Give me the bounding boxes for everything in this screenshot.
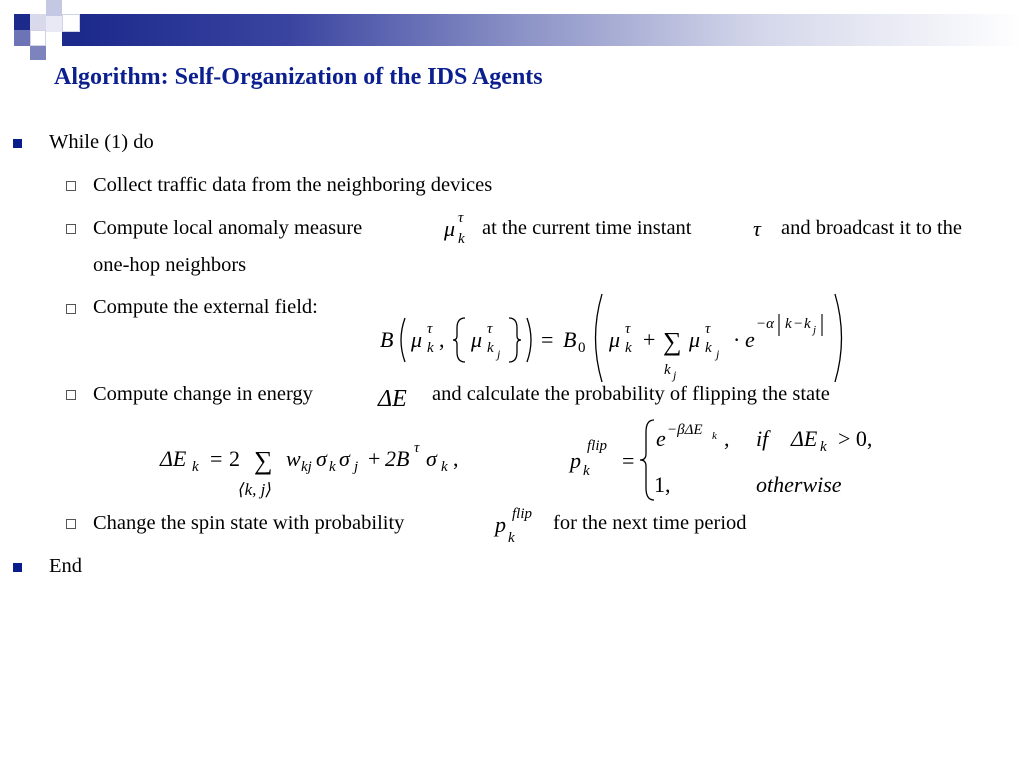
header-square-3	[46, 0, 62, 16]
bullet-energy-text-a: Compute change in energy	[93, 383, 313, 405]
bullet-square-icon	[13, 563, 22, 572]
bullet-anomaly-text-d: one-hop neighbors	[93, 254, 247, 276]
formula-flip-probability	[566, 414, 873, 504]
svg-text:−: −	[794, 316, 803, 332]
formula-external-field	[375, 290, 855, 386]
svg-text:μ: μ	[609, 327, 621, 352]
slide-title: Algorithm: Self-Organization of the IDS Agents	[54, 64, 543, 90]
svg-text:k: k	[664, 362, 671, 378]
svg-text:σ: σ	[426, 446, 437, 471]
svg-text:∑: ∑	[254, 446, 273, 475]
svg-text:j: j	[673, 368, 677, 382]
svg-text:k: k	[487, 340, 494, 356]
formula-tau	[750, 212, 774, 242]
svg-text:kj: kj	[301, 459, 312, 475]
bullet-square-icon	[13, 139, 22, 148]
svg-text:B: B	[380, 327, 394, 352]
svg-text:2B: 2B	[385, 446, 410, 471]
svg-text:p: p	[495, 512, 506, 537]
svg-text:ΔE: ΔE	[378, 386, 407, 412]
svg-text:k: k	[820, 439, 827, 455]
bullet-collect: Collect traffic data from the neighboring devices	[93, 174, 493, 196]
svg-text:2: 2	[229, 446, 240, 471]
svg-text:1,: 1,	[654, 472, 671, 497]
bullet-end: End	[49, 555, 83, 577]
svg-text:τ: τ	[753, 216, 761, 241]
svg-text:,: ,	[453, 446, 459, 471]
svg-text:k: k	[705, 340, 712, 356]
header-square-1	[14, 14, 30, 30]
svg-text:e: e	[656, 426, 666, 451]
svg-text:∑: ∑	[663, 327, 682, 356]
header-square-2	[30, 14, 46, 30]
svg-text:=: =	[622, 448, 635, 473]
bullet-spin-text-a: Change the spin state with probability	[93, 512, 405, 534]
formula-delta-e	[376, 380, 424, 412]
svg-text:·: ·	[733, 327, 741, 352]
header-square-9	[62, 32, 80, 46]
svg-text:k: k	[785, 316, 792, 332]
svg-text:μ: μ	[689, 327, 701, 352]
svg-text:k: k	[625, 340, 632, 356]
bullet-anomaly-text-c: and broadcast it to the	[781, 217, 963, 239]
bullet-anomaly-text-b: at the current time instant	[482, 217, 692, 239]
header-square-5	[62, 14, 80, 32]
svg-text:k: k	[508, 530, 515, 546]
svg-text:=: =	[541, 327, 554, 352]
bullet-while: While (1) do	[49, 131, 154, 153]
svg-text:−βΔE: −βΔE	[667, 422, 703, 438]
svg-text:> 0,: > 0,	[838, 426, 873, 451]
formula-energy-change	[158, 432, 478, 504]
svg-text:k: k	[712, 430, 717, 442]
svg-text:k: k	[441, 459, 448, 475]
svg-text:k: k	[192, 459, 199, 475]
svg-text:p: p	[570, 448, 581, 473]
svg-text:τ: τ	[427, 321, 433, 337]
svg-text:,: ,	[724, 426, 730, 451]
svg-text:=: =	[210, 446, 223, 471]
bullet-hollow-icon	[66, 304, 76, 314]
bullet-energy-text-b: and calculate the probability of flipping the state	[432, 383, 830, 405]
svg-text:+: +	[643, 327, 656, 352]
svg-text:+: +	[368, 446, 381, 471]
header-square-8	[30, 46, 46, 60]
svg-text:μ: μ	[411, 327, 423, 352]
svg-text:if: if	[756, 426, 769, 451]
svg-text:j: j	[497, 347, 501, 361]
svg-text:w: w	[286, 446, 301, 471]
bullet-hollow-icon	[66, 519, 76, 529]
svg-text:flip: flip	[587, 438, 608, 454]
svg-text:,: ,	[439, 327, 445, 352]
svg-text:τ: τ	[625, 321, 631, 337]
bullet-external-field: Compute the external field:	[93, 296, 318, 318]
svg-text:j: j	[354, 459, 359, 475]
svg-text:e: e	[745, 327, 755, 352]
svg-text:τ: τ	[458, 210, 464, 226]
formula-p-flip	[492, 500, 548, 548]
svg-text:j: j	[813, 324, 817, 336]
svg-text:σ: σ	[316, 446, 327, 471]
svg-text:μ: μ	[471, 327, 483, 352]
svg-text:k: k	[427, 340, 434, 356]
svg-text:⟨k, j⟩: ⟨k, j⟩	[238, 480, 273, 499]
svg-text:μ: μ	[444, 216, 456, 241]
bullet-hollow-icon	[66, 390, 76, 400]
svg-text:k: k	[804, 316, 811, 332]
svg-text:τ: τ	[705, 321, 711, 337]
svg-text:k: k	[458, 231, 465, 247]
svg-text:ΔE: ΔE	[160, 446, 187, 471]
svg-text:j: j	[716, 347, 720, 361]
svg-text:τ: τ	[414, 440, 420, 456]
svg-text:ΔE: ΔE	[791, 426, 818, 451]
header-gradient-bar	[80, 14, 1024, 46]
svg-text:flip: flip	[512, 506, 533, 522]
svg-text:σ: σ	[339, 446, 350, 471]
header-square-7	[30, 30, 46, 46]
svg-text:k: k	[583, 463, 590, 479]
bullet-spin-text-b: for the next time period	[553, 512, 747, 534]
svg-text:−α: −α	[756, 316, 774, 332]
svg-text:otherwise: otherwise	[756, 472, 842, 497]
bullet-hollow-icon	[66, 181, 76, 191]
header-square-6	[14, 30, 30, 46]
bullet-hollow-icon	[66, 224, 76, 234]
svg-text:k: k	[329, 459, 336, 475]
header-square-4	[46, 16, 62, 32]
svg-text:B: B	[563, 327, 577, 352]
svg-text:τ: τ	[487, 321, 493, 337]
svg-text:0: 0	[578, 340, 586, 356]
bullet-anomaly-text-a: Compute local anomaly measure	[93, 217, 363, 239]
formula-mu-k-tau	[440, 204, 480, 246]
